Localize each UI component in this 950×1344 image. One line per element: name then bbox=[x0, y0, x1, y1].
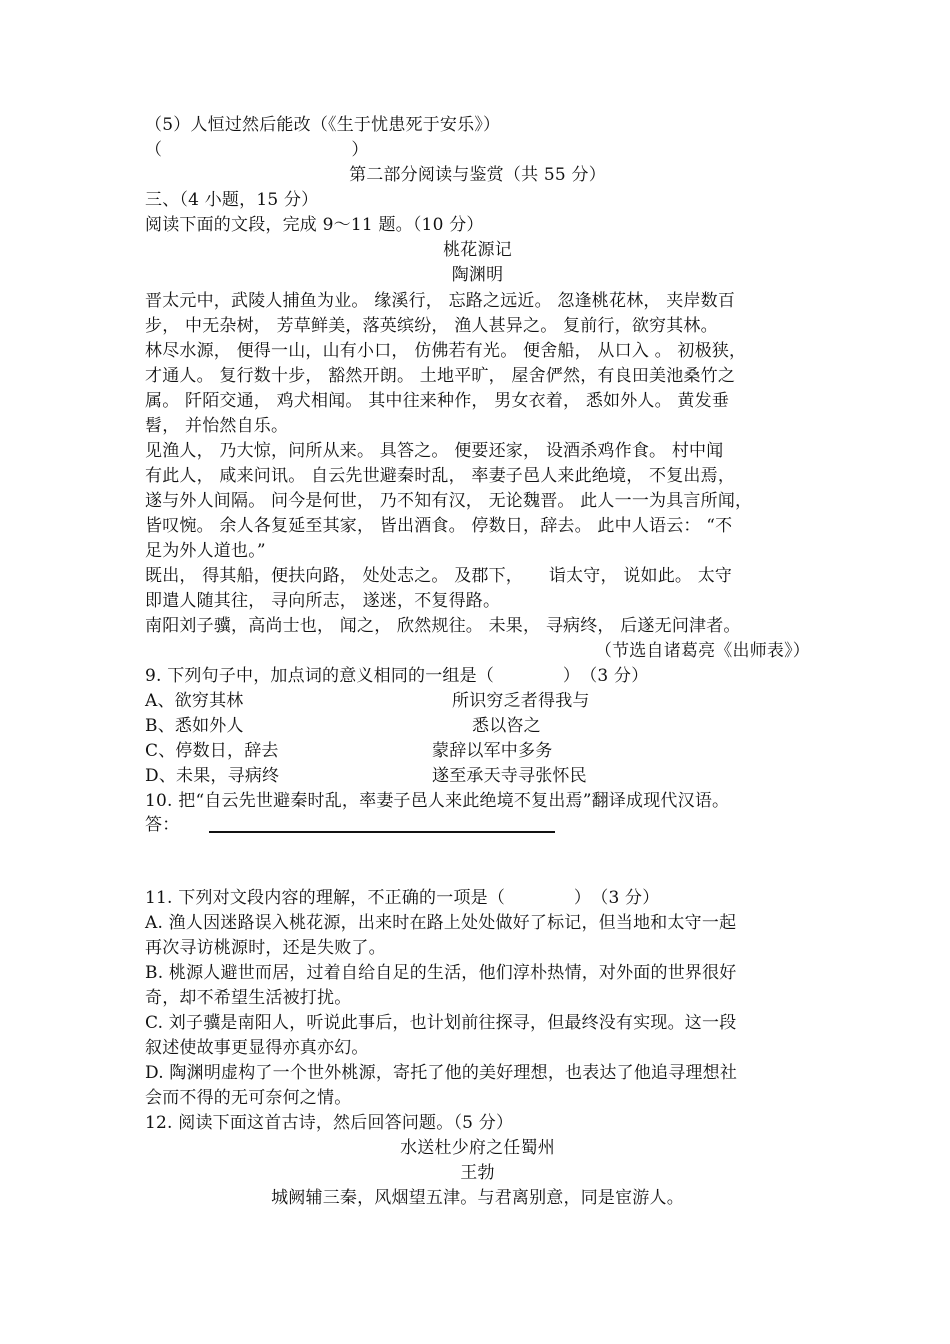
passage-line: 南阳刘子骥，高尚士也， 闻之， 欣然规往。 未果， 寻病终， 后遂无问津者。 bbox=[145, 616, 741, 636]
question-10-answer-label: 答： bbox=[145, 815, 180, 835]
question-11-option-line: 叙述使故事更显得亦真亦幻。 bbox=[145, 1038, 369, 1058]
passage-line: 即遣人随其往， 寻向所志， 遂迷，不复得路。 bbox=[145, 591, 501, 611]
question-11-option-line: B. 桃源人避世而居，过着自给自足的生活，他们淳朴热情，对外面的世界很好 bbox=[145, 963, 737, 983]
question-11-option-line: 奇，却不希望生活被打扰。 bbox=[145, 988, 352, 1008]
question-5-answer-blank: （ ） bbox=[145, 140, 369, 160]
poem-author: 王勃 bbox=[460, 1163, 495, 1183]
passage-line: 皆叹惋。 余人各复延至其家， 皆出酒食。 停数日，辞去。 此中人语云： “不 bbox=[145, 516, 733, 536]
question-9-option-a-right: 所识穷乏者得我与 bbox=[452, 691, 590, 711]
section-three-heading: 三、（4 小题，15 分） bbox=[145, 190, 319, 210]
passage-line: 有此人， 咸来问讯。 自云先世避秦时乱， 率妻子邑人来此绝境， 不复出焉， bbox=[145, 466, 736, 486]
passage-line: 晋太元中，武陵人捕鱼为业。 缘溪行， 忘路之远近。 忽逢桃花林， 夹岸数百 bbox=[145, 291, 736, 311]
question-11-stem: 11. 下列对文段内容的理解，不正确的一项是（ ） （3 分） bbox=[145, 888, 660, 908]
question-11-option-line: 会而不得的无可奈何之情。 bbox=[145, 1088, 352, 1108]
passage-line: 见渔人， 乃大惊，问所从来。 具答之。 便要还家， 设酒杀鸡作食。 村中闻 bbox=[145, 441, 724, 461]
section-three-instruction: 阅读下面的文段，完成 9～11 题。（10 分） bbox=[145, 215, 484, 235]
passage-line: 遂与外人间隔。 问今是何世， 乃不知有汉， 无论魏晋。 此人一一为具言所闻， bbox=[145, 491, 753, 511]
question-10-stem: 10. 把“自云先世避秦时乱，率妻子邑人来此绝境不复出焉”翻译成现代汉语。 bbox=[145, 791, 730, 811]
passage-line: 才通人。 复行数十步， 豁然开朗。 土地平旷， 屋舍俨然，有良田美池桑竹之 bbox=[145, 366, 736, 386]
question-9-option-b-right: 悉以咨之 bbox=[472, 716, 541, 736]
question-12-stem: 12. 阅读下面这首古诗，然后回答问题。（5 分） bbox=[145, 1113, 514, 1133]
passage-author: 陶渊明 bbox=[451, 265, 504, 285]
question-9-option-d-left: D、未果，寻病终 bbox=[145, 766, 280, 786]
passage-title: 桃花源记 bbox=[443, 240, 512, 260]
question-9-option-b-left: B、悉如外人 bbox=[145, 716, 244, 736]
question-9-option-a-left: A、欲穷其林 bbox=[145, 691, 244, 711]
passage-line: 既出， 得其船，便扶向路， 处处志之。 及郡下， 诣太守， 说如此。 太守 bbox=[145, 566, 733, 586]
passage-line: 林尽水源， 便得一山，山有小口， 仿佛若有光。 便舍船， 从口入 。 初极狭， bbox=[145, 341, 747, 361]
question-11-option-line: C. 刘子骥是南阳人，听说此事后，也计划前往探寻，但最终没有实现。这一段 bbox=[145, 1013, 737, 1033]
question-11-option-line: A. 渔人因迷路误入桃花源，出来时在路上处处做好了标记，但当地和太守一起 bbox=[145, 913, 737, 933]
passage-source: （节选自诸葛亮《出师表》） bbox=[594, 641, 810, 661]
question-9-option-d-right: 遂至承天寺寻张怀民 bbox=[432, 766, 587, 786]
poem-title: 水送杜少府之任蜀州 bbox=[400, 1138, 555, 1158]
question-9-option-c-left: C、停数日，辞去 bbox=[145, 741, 279, 761]
passage-line: 髫， 并怡然自乐。 bbox=[145, 416, 289, 436]
answer-line bbox=[209, 831, 555, 833]
poem-verse: 城阙辅三秦，风烟望五津。与君离别意，同是宦游人。 bbox=[271, 1188, 684, 1208]
question-5-text: （5）人恒过然后能改（《生于忧患死于安乐》） bbox=[145, 115, 501, 135]
part-two-title: 第二部分阅读与鉴赏（共 55 分） bbox=[349, 165, 606, 185]
question-11-option-line: 再次寻访桃源时，还是失败了。 bbox=[145, 938, 386, 958]
question-9-option-c-right: 蒙辞以军中多务 bbox=[432, 741, 553, 761]
question-9-stem: 9. 下列句子中，加点词的意义相同的一组是（ ） （3 分） bbox=[145, 666, 649, 686]
passage-line: 属。 阡陌交通， 鸡犬相闻。 其中往来种作， 男女衣着， 悉如外人。 黄发垂 bbox=[145, 391, 730, 411]
passage-line: 步， 中无杂树， 芳草鲜美，落英缤纷， 渔人甚异之。 复前行，欲穷其林。 bbox=[145, 316, 718, 336]
question-11-option-line: D. 陶渊明虚构了一个世外桃源，寄托了他的美好理想，也表达了他追寻理想社 bbox=[145, 1063, 738, 1083]
passage-line: 足为外人道也。” bbox=[145, 541, 266, 561]
